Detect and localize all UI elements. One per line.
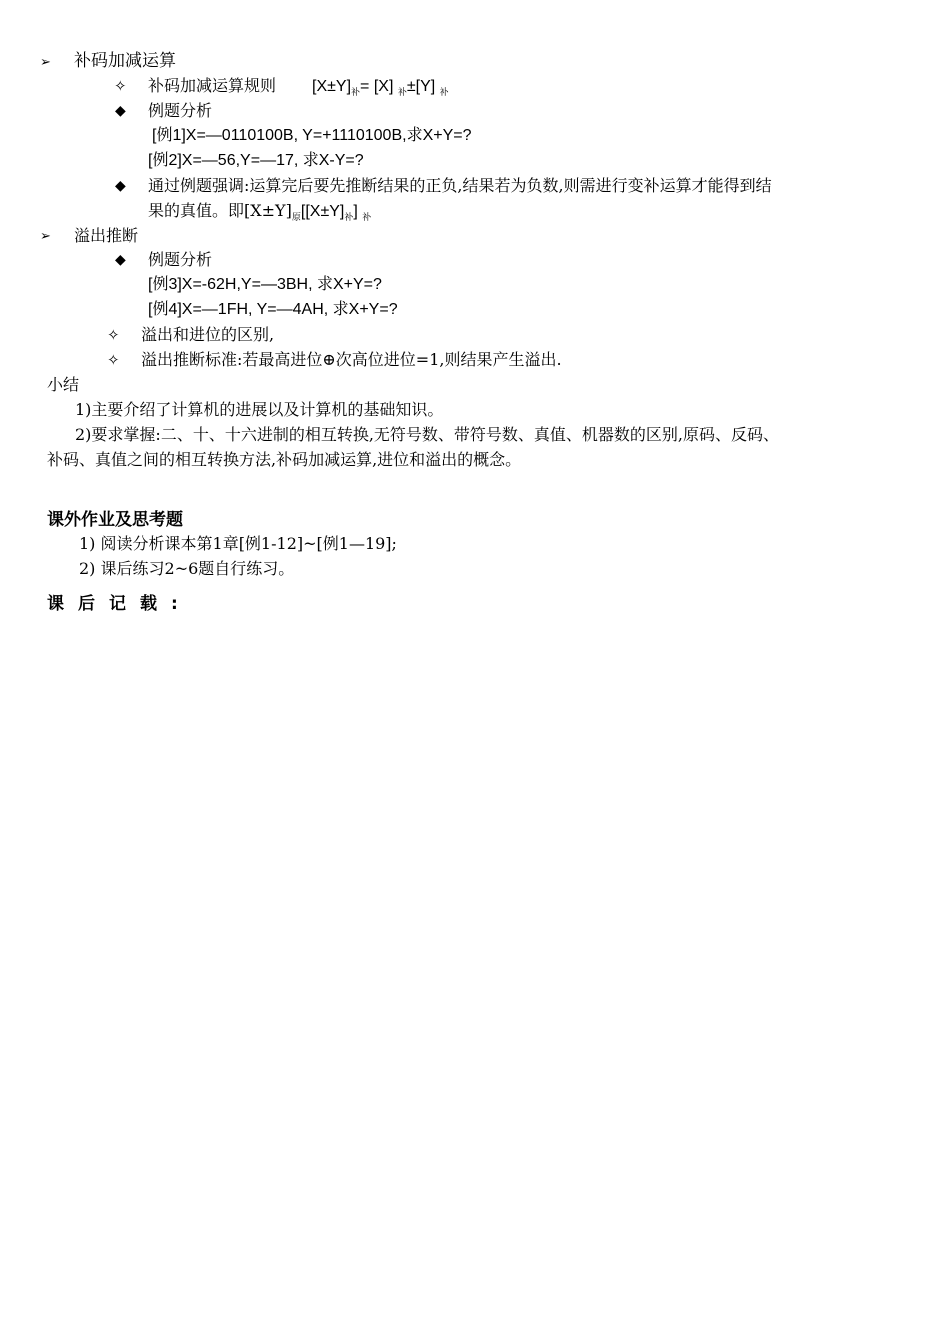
summary-title: 小结	[47, 375, 80, 394]
example-1: [例1]X=—0110100B, Y=+1110100B,求X+Y=?	[152, 127, 472, 144]
emphasis-subscript-a: 原	[291, 213, 301, 223]
star-bullet-icon: ✧	[107, 351, 120, 369]
emphasis-text-a: 果的真值。即[X±Y]	[148, 201, 292, 220]
homework-item-1: 1) 阅读分析课本第1章[例1-12]~[例1—19];	[79, 534, 397, 553]
homework-item-2: 2) 课后练习2~6题自行练习。	[79, 559, 295, 578]
examples-label-2: 例题分析	[148, 250, 213, 269]
emphasis-subscript-b: 补	[344, 213, 354, 223]
homework-title: 课外作业及思考题	[47, 510, 183, 530]
rule-formula-b: = [X]	[360, 78, 398, 95]
example-3: [例3]X=-62H,Y=—3BH, 求X+Y=?	[148, 276, 382, 293]
emphasis-text-c: ]	[353, 203, 363, 220]
diamond-bullet-icon: ◆	[115, 178, 126, 194]
rule-subscript-a: 补	[351, 88, 361, 98]
emphasis-subscript-c: 补	[362, 213, 372, 223]
summary-point-2-line-2: 补码、真值之间的相互转换方法,补码加减运算,进位和溢出的概念。	[47, 450, 522, 469]
overflow-criterion: 溢出推断标准:若最高进位⊕次高位进位=1,则结果产生溢出.	[141, 350, 562, 369]
arrow-bullet-icon: ➢	[40, 55, 51, 70]
section-title-complement-arithmetic: 补码加减运算	[74, 51, 176, 71]
star-bullet-icon: ✧	[114, 77, 127, 95]
example-4: [例4]X=—1FH, Y=—4AH, 求X+Y=?	[148, 301, 398, 318]
diamond-bullet-icon: ◆	[115, 252, 126, 268]
emphasis-text-b: [[X±Y]	[300, 203, 345, 220]
rule-formula-a: [X±Y]	[312, 78, 352, 95]
diamond-bullet-icon: ◆	[115, 103, 126, 119]
overflow-vs-carry: 溢出和进位的区别,	[141, 325, 275, 344]
rule-subscript-c: 补	[439, 88, 449, 98]
rule-label: 补码加减运算规则	[148, 76, 277, 95]
emphasis-line-2	[148, 199, 371, 230]
emphasis-line-1: 通过例题强调:运算完后要先推断结果的正负,结果若为负数,则需进行变补运算才能得到结	[148, 176, 772, 195]
after-class-notes-title: 课后记载:	[47, 594, 192, 614]
section-title-overflow: 溢出推断	[74, 226, 139, 245]
example-2: [例2]X=—56,Y=—17, 求X-Y=?	[148, 152, 364, 169]
star-bullet-icon: ✧	[107, 326, 120, 344]
rule-formula-c: ±[Y]	[406, 78, 440, 95]
examples-label: 例题分析	[148, 101, 213, 120]
rule-subscript-b: 补	[397, 88, 407, 98]
summary-point-2-line-1: 2)要求掌握:二、十、十六进制的相互转换,无符号数、带符号数、真值、机器数的区别,原码、反码、	[75, 425, 779, 444]
summary-point-1: 1)主要介绍了计算机的进展以及计算机的基础知识。	[75, 400, 444, 419]
arrow-bullet-icon: ➢	[40, 229, 51, 244]
